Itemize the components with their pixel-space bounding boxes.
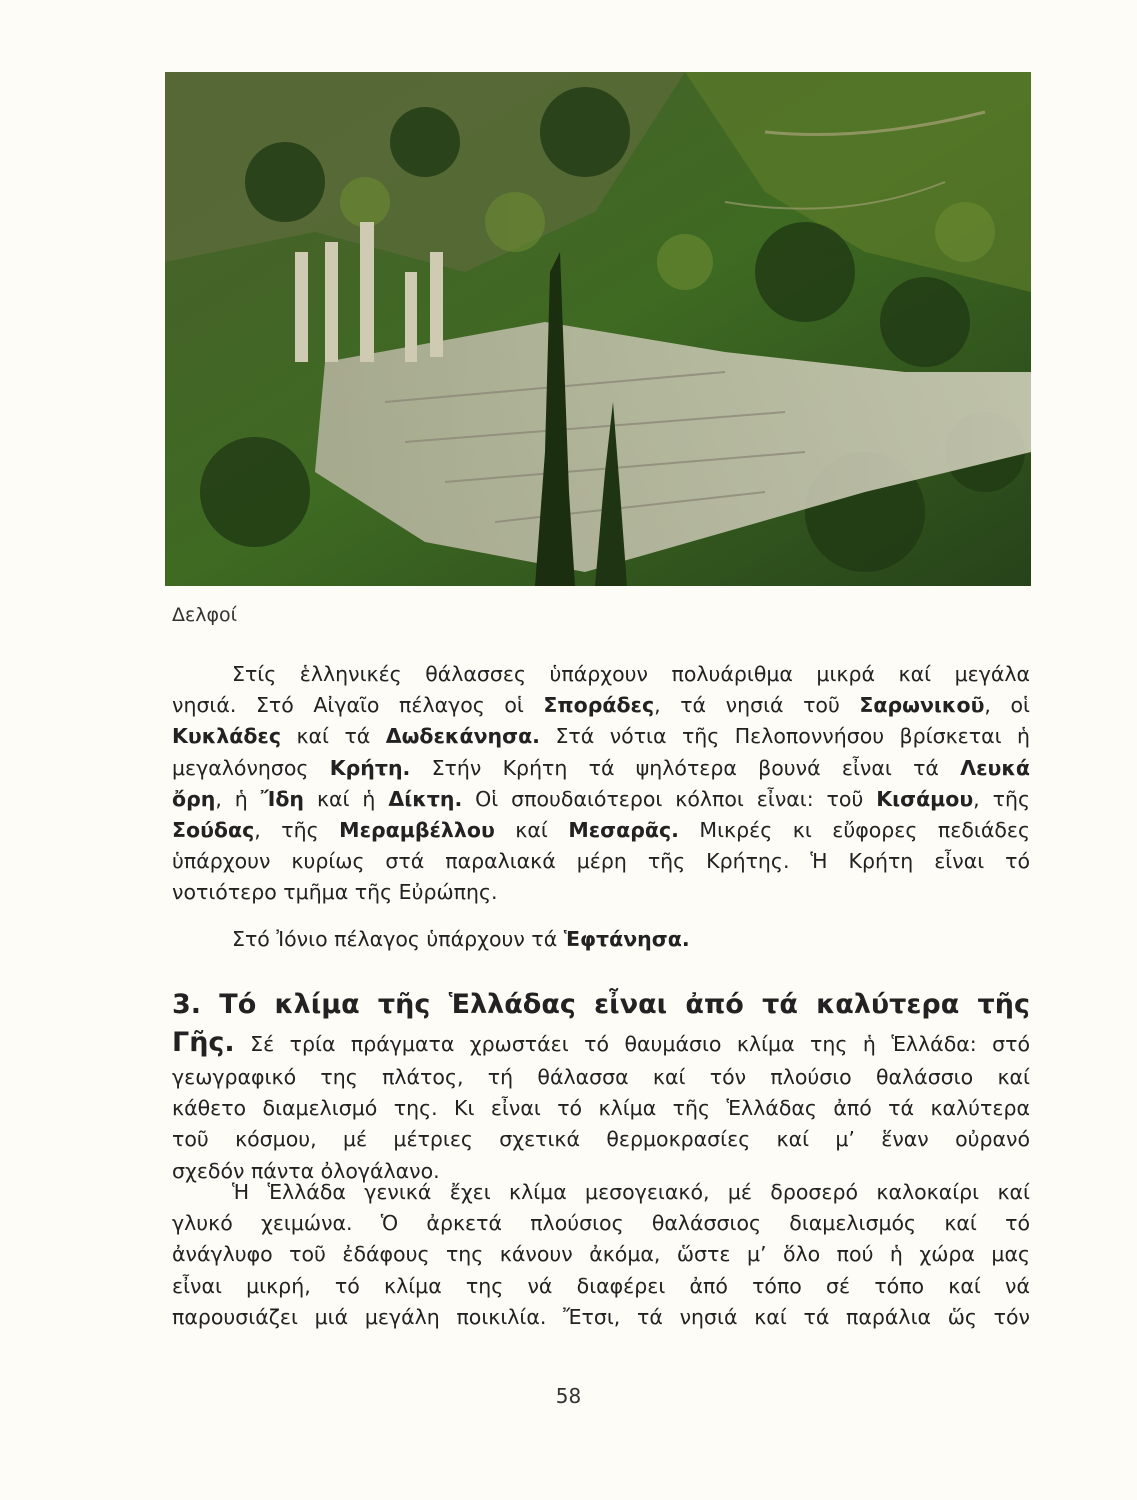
text-segment: , τά νησιά τοῦ — [654, 693, 860, 718]
text-line — [172, 721, 1030, 752]
text-segment: Στήν Κρήτη τά ψηλότερα βουνά εἶναι τά — [410, 755, 961, 780]
section-heading-text: Γῆς. — [172, 1027, 235, 1058]
paragraph-ionian — [172, 924, 1030, 955]
text-segment: γεωγραφικό της πλάτος, τή θάλασσα καί τόν πλούσιο θαλάσσιο καί — [172, 1065, 1030, 1089]
text-line — [172, 1271, 1030, 1302]
text-segment: Στά νότια τῆς Πελοποννήσου βρίσκεται ἡ — [539, 724, 1030, 749]
text-segment: Στίς ἑλληνικές θάλασσες ὑπάρχουν πολυάριθμα μικρά καί μεγάλα — [232, 662, 1030, 686]
text-line — [172, 1124, 1030, 1155]
text-line — [172, 1208, 1030, 1239]
bold-term: Σούδας — [172, 818, 255, 843]
text-segment: Στό Ἰόνιο πέλαγος ὑπάρχουν τά — [232, 927, 564, 951]
text-line — [172, 1025, 1030, 1062]
paragraph-mediterranean-climate — [172, 1177, 1030, 1333]
text-line — [172, 877, 1030, 908]
text-line — [172, 753, 1030, 784]
photo-caption: Δελφοί — [172, 604, 238, 626]
delphi-landscape-illustration — [165, 72, 1031, 586]
text-line — [172, 784, 1030, 815]
bold-term: Σαρωνικοῦ — [859, 693, 985, 718]
text-segment: Σέ τρία πράγματα χρωστάει τό θαυμάσιο κλίμα της ἡ Ἑλλάδα: στό — [234, 1032, 1030, 1056]
text-segment: ὑπάρχουν κυρίως στά παραλιακά μέρη τῆς Κρήτης. Ἡ Κρήτη εἶναι τό — [172, 849, 1030, 874]
section-heading-text: 3. Τό κλίμα τῆς Ἑλλάδας εἶναι ἀπό τά καλύτερα τῆς — [172, 989, 1030, 1020]
delphi-photo — [165, 72, 1031, 586]
section-3-climate — [172, 986, 1030, 1187]
bold-term: ὄρη — [172, 786, 216, 811]
text-segment: τοῦ κόσμου, μέ μέτριες σχετικά θερμοκρασίες καί μ’ ἕναν οὐρανό — [172, 1127, 1030, 1152]
text-line — [172, 986, 1030, 1025]
bold-term: Κρήτη. — [329, 755, 411, 780]
text-line — [172, 1239, 1030, 1270]
bold-term: Λευκά — [960, 755, 1030, 780]
text-line — [172, 690, 1030, 721]
text-segment: , ἡ — [215, 786, 261, 811]
text-line — [172, 1302, 1030, 1333]
bold-term: Δίκτη. — [388, 786, 463, 811]
text-segment: εἶναι μικρή, τό κλίμα της νά διαφέρει ἀπό τόπο σέ τόπο καί νά — [172, 1273, 1030, 1298]
bold-term: Μεραμβέλλου — [339, 818, 495, 843]
text-line — [172, 659, 1030, 690]
text-segment: καί τά — [281, 724, 386, 749]
text-segment: , τῆς — [254, 818, 340, 843]
bold-term: Ἑφτάνησα. — [563, 927, 690, 951]
text-segment: κάθετο διαμελισμό της. Κι εἶναι τό κλίμα τῆς Ἑλλάδας ἀπό τά καλύτερα — [172, 1096, 1030, 1121]
bold-term: Κυκλάδες — [172, 724, 281, 749]
text-line — [172, 815, 1030, 846]
bold-term: Μεσαρᾶς. — [568, 818, 679, 843]
text-line — [172, 1062, 1030, 1093]
text-segment: γλυκό χειμώνα. Ὁ ἀρκετά πλούσιος θαλάσσιος διαμελισμός καί τό — [172, 1211, 1030, 1236]
bold-term: Δωδεκάνησα. — [385, 724, 540, 749]
paragraph-islands — [172, 659, 1030, 909]
text-segment: νησιά. Στό Αἰγαῖο πέλαγος οἱ — [172, 693, 544, 718]
text-segment: Μικρές κι εὔφορες πεδιάδες — [678, 818, 1030, 843]
text-segment: , οἱ — [984, 693, 1030, 718]
text-segment: Ἡ Ἑλλάδα γενικά ἔχει κλίμα μεσογειακό, μέ δροσερό καλοκαίρι καί — [232, 1180, 1030, 1204]
text-line — [172, 1177, 1030, 1208]
text-segment: καί ἡ — [304, 786, 389, 811]
text-segment: μεγαλόνησος — [172, 755, 330, 780]
text-line — [172, 846, 1030, 877]
text-line — [172, 1093, 1030, 1124]
text-segment: , τῆς — [973, 786, 1030, 811]
text-segment: σχεδόν πάντα ὀλογάλανο. — [172, 1158, 440, 1183]
text-segment: ἀνάγλυφο τοῦ ἐδάφους της κάνουν ἀκόμα, ὥστε μ’ ὅλο πού ἡ χώρα μας — [172, 1242, 1030, 1267]
bold-term: Ἴδη — [260, 786, 305, 811]
text-segment: καί — [494, 818, 569, 843]
text-line — [172, 924, 1030, 955]
text-segment: Οἱ σπουδαιότεροι κόλποι εἶναι: τοῦ — [462, 786, 877, 811]
text-segment: νοτιότερο τμῆμα τῆς Εὐρώπης. — [172, 880, 498, 905]
text-segment: παρουσιάζει μιά μεγάλη ποικιλία. Ἔτσι, τά νησιά καί τά παράλια ὥς τόν — [172, 1304, 1030, 1329]
bold-term: Κισάμου — [876, 786, 974, 811]
bold-term: Σποράδες — [543, 693, 655, 718]
page-number: 58 — [555, 1384, 582, 1408]
